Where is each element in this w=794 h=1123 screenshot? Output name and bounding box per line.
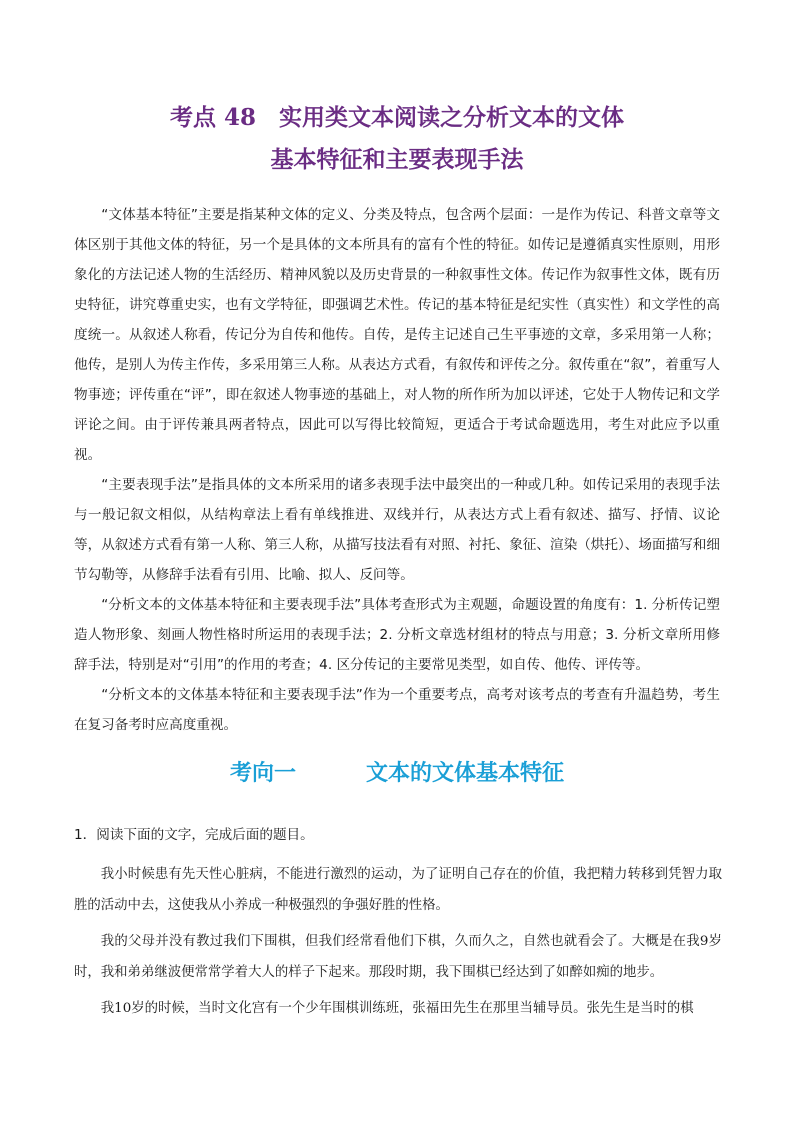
- intro-paragraph: “分析文本的文体基本特征和主要表现手法”作为一个重要考点，高考对该考点的考查有升温趋势，考生在复习备考时应高度重视。: [74, 687, 720, 733]
- reading-passage: [74, 860, 722, 1031]
- document-title-line-2: 基本特征和主要表现手法: [270, 146, 524, 173]
- intro-paragraph: “主要表现手法”是指具体的文本所采用的诸多表现手法中最突出的一种或几种。如传记采用的表现手法与一般记叙文相似，从结构章法上看有单线推进、双线并行，从表达方式上看有叙述、描写、抒情、议论等，从叙述方式看有第一人称、第三人称，从描写技法看有对照、衬托、象征、渲染（烘托）、场面描写和细节勾勒等，从修辞手法看有引用、比喻、拟人、反问等。: [74, 477, 720, 583]
- intro-text: [74, 200, 720, 740]
- passage-paragraph: 我10岁的时候，当时文化宫有一个少年围棋训练班，张福田先生在那里当辅导员。张先生是当时的棋: [100, 1001, 694, 1016]
- question-prompt: 1．阅读下面的文字，完成后面的题目。: [74, 827, 314, 843]
- intro-paragraph: “文体基本特征”主要是指某种文体的定义、分类及特点，包含两个层面：一是作为传记、科普文章等文体区别于其他文体的特征，另一个是具体的文本所具有的富有个性的特征。如传记是遵循真实性原则，用形象化的方法记述人物的生活经历、精神风貌以及历史背景的一种叙事性文体。传记作为叙事性文体，既有历史特征，讲究尊重史实，也有文学特征，即强调艺术性。传记的基本特征是纪实性（真实性）和文学性的高度统一。从叙述人称看，传记分为自传和他传。自传，是传主记述自己生平事迹的文章，多采用第一人称；他传，是别人为传主作传，多采用第三人称。从表达方式看，有叙传和评传之分。叙传重在“叙”，着重写人物事迹；评传重在“评”，即在叙述人物事迹的基础上，对人物的所作所为加以评述，它处于人物传记和文学评论之间。由于评传兼具两者特点，因此可以写得比较简短，更适合于考试命题选用，考生对此应予以重视。: [74, 207, 720, 463]
- passage-paragraph: 我的父母并没有教过我们下围棋，但我们经常看他们下棋，久而久之，自然也就看会了。大概是在我9岁时，我和弟弟继波便常常学着大人的样子下起来。那段时期，我下围棋已经达到了如醉如痴的地步。: [74, 934, 722, 980]
- section-heading: [0, 758, 794, 790]
- section-label: 考向一: [229, 761, 296, 786]
- document-title-line-1: 考点 48 实用类文本阅读之分析文本的文体: [169, 104, 624, 131]
- passage-paragraph: 我小时候患有先天性心脏病，不能进行激烈的运动，为了证明自己存在的价值，我把精力转移到凭智力取胜的活动中去，这使我从小养成一种极强烈的争强好胜的性格。: [74, 867, 722, 913]
- section-title: 文本的文体基本特征: [366, 761, 565, 786]
- intro-paragraph: “分析文本的文体基本特征和主要表现手法”具体考查形式为主观题，命题设置的角度有：1. 分析传记塑造人物形象、刻画人物性格时所运用的表现手法；2. 分析文章选材组材的特点与用意；3. 分析文章所用修辞手法，特别是对“引用”的作用的考查；4. 区分传记的主要常见类型，如自传、他传、评传等。: [74, 597, 720, 673]
